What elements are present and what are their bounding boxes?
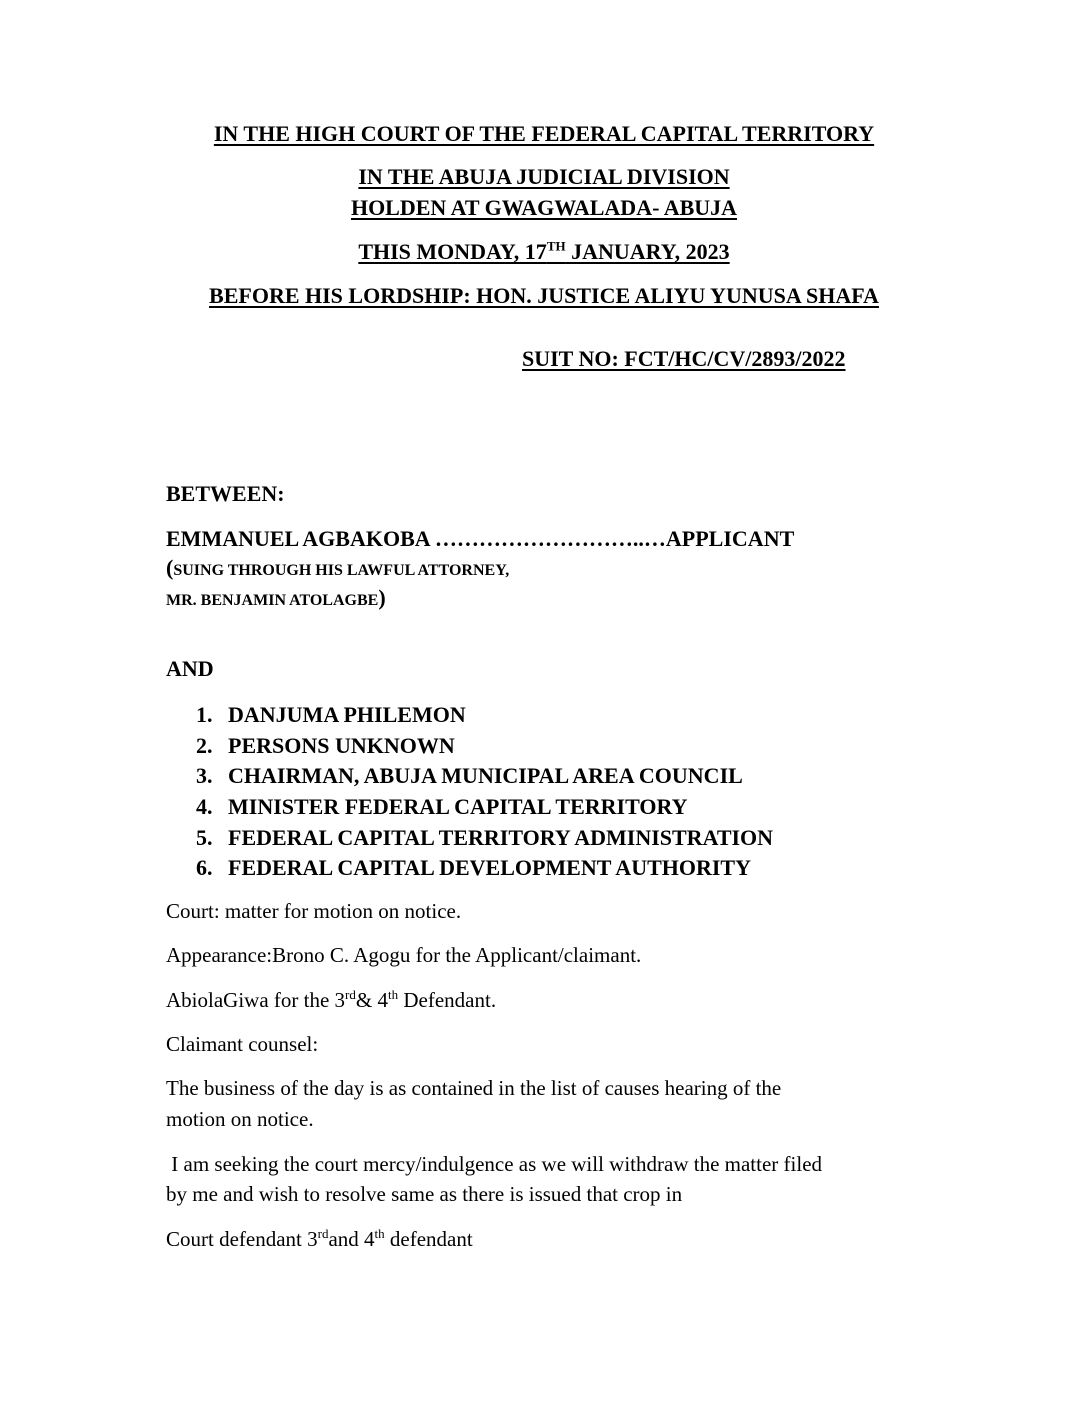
attorney-line-2 xyxy=(166,586,386,613)
defendant-number: 6. xyxy=(196,855,213,881)
applicant-line: EMMANUEL AGBAKOBA ………………………..…APPLICANT xyxy=(166,526,795,551)
list-item xyxy=(196,731,773,762)
hearing-date-suffix: JANUARY, 2023 xyxy=(565,239,730,264)
court-def-text-b: and 4 xyxy=(328,1227,375,1251)
counsel-text-c: Defendant. xyxy=(398,988,497,1012)
appearance-line: Appearance:Brono C. Agogu for the Applicant/claimant. xyxy=(166,943,642,967)
defendant-number: 4. xyxy=(196,794,213,820)
ordinal-rd: rd xyxy=(345,987,356,1002)
court-matter-line: Court: matter for motion on notice. xyxy=(166,899,462,923)
attorney-open-paren: ( xyxy=(166,555,174,580)
claimant-counsel-label: Claimant counsel: xyxy=(166,1032,319,1056)
business-line-2: motion on notice. xyxy=(166,1107,314,1131)
ordinal-th: th xyxy=(374,1226,385,1241)
holden-title: HOLDEN AT GWAGWALADA- ABUJA xyxy=(350,195,738,220)
ordinal-th: th xyxy=(387,987,399,1002)
defendant-number: 1. xyxy=(196,702,213,727)
defendant-name: MINISTER FEDERAL CAPITAL TERRITORY xyxy=(228,794,688,820)
hearing-date-ordinal: TH xyxy=(546,238,566,254)
ordinal-rd: rd xyxy=(317,1226,329,1241)
defendant-name: FEDERAL CAPITAL TERRITORY ADMINISTRATION xyxy=(228,824,774,850)
court-def-text-a: Court defendant 3 xyxy=(166,1227,318,1251)
between-label: BETWEEN: xyxy=(166,481,285,506)
court-title: IN THE HIGH COURT OF THE FEDERAL CAPITAL TERRITORY xyxy=(213,121,875,146)
counsel-defendant-line xyxy=(166,985,496,1016)
list-item xyxy=(196,761,773,792)
suit-number: SUIT NO: FCT/HC/CV/2893/2022 xyxy=(522,346,846,371)
defendant-name: DANJUMA PHILEMON xyxy=(228,702,466,727)
court-defendant-line xyxy=(166,1224,473,1255)
list-item xyxy=(196,792,773,823)
attorney-close-paren: ) xyxy=(378,585,386,610)
list-item xyxy=(196,823,773,854)
court-def-text-c: defendant xyxy=(384,1227,473,1251)
attorney-line-1 xyxy=(166,556,509,583)
attorney-text-2: MR. BENJAMIN ATOLAGBE xyxy=(166,592,379,609)
business-line-1: The business of the day is as contained in the list of causes hearing of the xyxy=(166,1076,782,1100)
counsel-text-a: AbiolaGiwa for the 3 xyxy=(166,988,346,1012)
and-label: AND xyxy=(166,656,214,681)
list-item xyxy=(196,853,773,884)
defendant-name: PERSONS UNKNOWN xyxy=(228,732,455,758)
defendant-name: FEDERAL CAPITAL DEVELOPMENT AUTHORITY xyxy=(228,855,751,881)
defendant-name: CHAIRMAN, ABUJA MUNICIPAL AREA COUNCIL xyxy=(228,763,743,789)
defendants-list xyxy=(196,700,773,884)
division-title: IN THE ABUJA JUDICIAL DIVISION xyxy=(358,164,730,189)
defendant-number: 3. xyxy=(196,763,213,789)
hearing-date-prefix: THIS MONDAY, 17 xyxy=(358,239,547,264)
hearing-date xyxy=(0,239,1088,265)
seeking-line-1: I am seeking the court mercy/indulgence as we will withdraw the matter filed xyxy=(166,1152,823,1176)
counsel-text-b: & 4 xyxy=(355,988,388,1012)
defendant-number: 5. xyxy=(196,824,213,850)
before-judge: BEFORE HIS LORDSHIP: HON. JUSTICE ALIYU YUNUSA SHAFA xyxy=(209,283,879,308)
defendant-number: 2. xyxy=(196,732,213,758)
list-item xyxy=(196,700,773,731)
seeking-line-2: by me and wish to resolve same as there is issued that crop in xyxy=(166,1182,683,1206)
attorney-text-1: SUING THROUGH HIS LAWFUL ATTORNEY, xyxy=(173,562,510,579)
